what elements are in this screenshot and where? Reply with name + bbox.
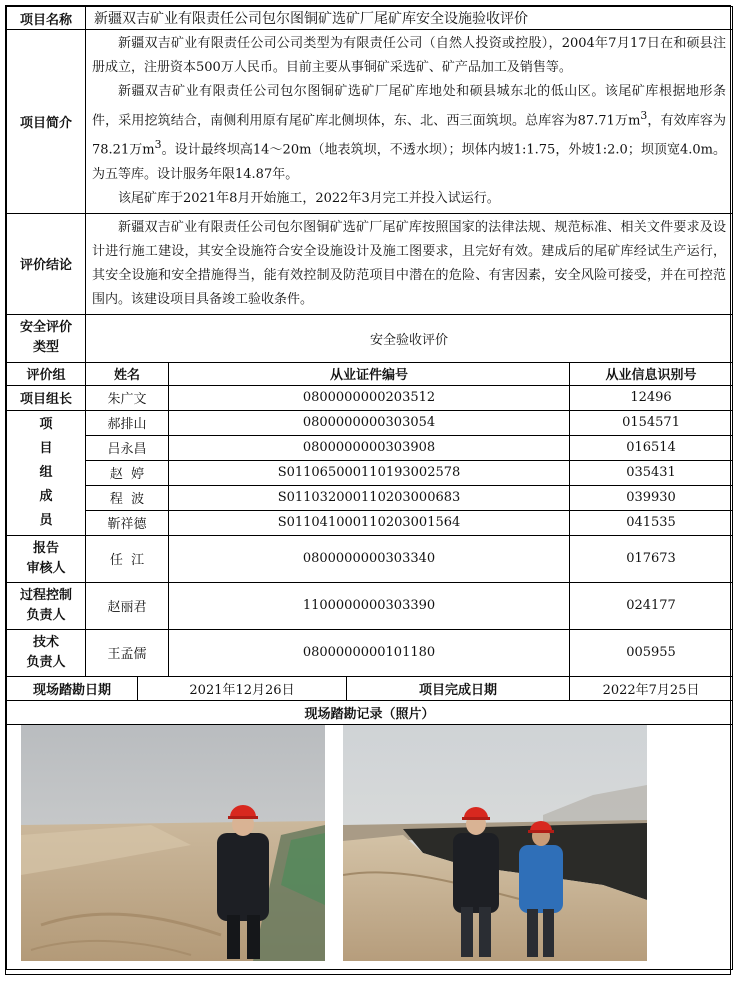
reviewer-name: 任 江 [86,535,169,582]
photos-row [7,724,733,969]
complete-date-value: 2022年7月25日 [570,676,733,700]
member-cert: 0800000000303908 [169,435,570,460]
project-name-value: 新疆双吉矿业有限责任公司包尔图铜矿选矿厂尾矿库安全设施验收评价 [86,7,733,30]
member-name: 赵 婷 [86,460,169,485]
member-cert: S011065000110193002578 [169,460,570,485]
member-name: 程 波 [86,485,169,510]
project-intro-text [86,30,733,214]
member-row [7,435,733,460]
site-photo-2 [343,725,647,961]
member-row [7,510,733,535]
member-cert: 0800000000303054 [169,410,570,435]
conclusion-label: 评价结论 [7,213,86,314]
tech-lead-name: 王孟儒 [86,629,169,676]
dates-row [7,676,733,700]
tech-lead-cert: 0800000000101180 [169,629,570,676]
member-info-id: 035431 [570,460,733,485]
member-cert: S011032000110203000683 [169,485,570,510]
reviewer-role: 报告 审核人 [7,535,86,582]
process-control-row [7,582,733,629]
intro-paragraph-2: 新疆双吉矿业有限责任公司包尔图铜矿选矿厂尾矿库地处和硕县城东北的低山区。该尾矿库根据地形条件，采用挖筑结合，南侧利用原有尾矿库北侧坝体，东、北、西三面筑坝。总库容为87.71万$m^3$，有效库容为78.21万$m^3$。设计最终坝高14～20m（地表筑坝，不透水坝）；坝体内坡1:1.75，外坡1:2.0；坝顶宽4.0m。为五等库。设计服务年限14.87年。 [92,84,727,182]
project-intro-label: 项目简介 [7,30,86,214]
team-header-row [7,362,733,385]
leader-row [7,385,733,410]
photos-title: 现场踏勘记录（照片） [7,700,733,724]
member-info-id: 041535 [570,510,733,535]
survey-date-value: 2021年12月26日 [138,676,347,700]
header-name: 姓名 [86,362,169,385]
conclusion-row [7,213,733,314]
info-table [6,6,733,970]
process-control-info-id: 024177 [570,582,733,629]
intro-paragraph-1: 新疆双吉矿业有限责任公司公司类型为有限责任公司（自然人投资或控股），2004年7月17日在和硕县注册成立，注册资本500万人民币。目前主要从事铜矿采选矿、矿产品加工及销售等。 [92,36,727,75]
header-cert: 从业证件编号 [169,362,570,385]
eval-type-row [7,314,733,362]
leader-cert: 0800000000203512 [169,385,570,410]
leader-info-id: 12496 [570,385,733,410]
member-name: 靳祥德 [86,510,169,535]
tech-lead-role: 技术 负责人 [7,629,86,676]
photos-cell [7,724,733,969]
process-control-name: 赵丽君 [86,582,169,629]
eval-type-value: 安全验收评价 [86,314,733,362]
site-photo-1 [21,725,325,961]
report-sheet [5,5,731,975]
members-label: 项 目 组 成 员 [7,410,86,535]
photos-container [7,725,732,969]
member-info-id: 039930 [570,485,733,510]
project-name-label: 项目名称 [7,7,86,30]
leader-name: 朱广文 [86,385,169,410]
member-row [7,410,733,435]
survey-date-label: 现场踏勘日期 [7,676,138,700]
member-name: 郝排山 [86,410,169,435]
member-cert: S011041000110203001564 [169,510,570,535]
reviewer-row [7,535,733,582]
header-info-id: 从业信息识别号 [570,362,733,385]
header-group: 评价组 [7,362,86,385]
member-info-id: 016514 [570,435,733,460]
tech-lead-row [7,629,733,676]
tech-lead-info-id: 005955 [570,629,733,676]
member-name: 吕永昌 [86,435,169,460]
complete-date-label: 项目完成日期 [347,676,570,700]
photos-title-row [7,700,733,724]
eval-type-label: 安全评价 类型 [7,314,86,362]
project-name-row [7,7,733,30]
member-row [7,485,733,510]
member-info-id: 0154571 [570,410,733,435]
reviewer-cert: 0800000000303340 [169,535,570,582]
process-control-role: 过程控制 负责人 [7,582,86,629]
member-row [7,460,733,485]
process-control-cert: 1100000000303390 [169,582,570,629]
leader-role: 项目组长 [7,385,86,410]
conclusion-text: 新疆双吉矿业有限责任公司包尔图铜矿选矿厂尾矿库按照国家的法律法规、规范标准、相关文件要求及设计进行施工建设，其安全设施符合安全设施设计及施工图要求，且完好有效。建成后的尾矿库经试生产运行，其安全设施和安全措施得当，能有效控制及防范项目中潜在的危险、有害因素，安全风险可接受，并在可控范围内。该建设项目具备竣工验收条件。 [86,213,733,314]
reviewer-info-id: 017673 [570,535,733,582]
project-intro-row [7,30,733,214]
intro-paragraph-3: 该尾矿库于2021年8月开始施工，2022年3月完工并投入试运行。 [118,190,500,206]
